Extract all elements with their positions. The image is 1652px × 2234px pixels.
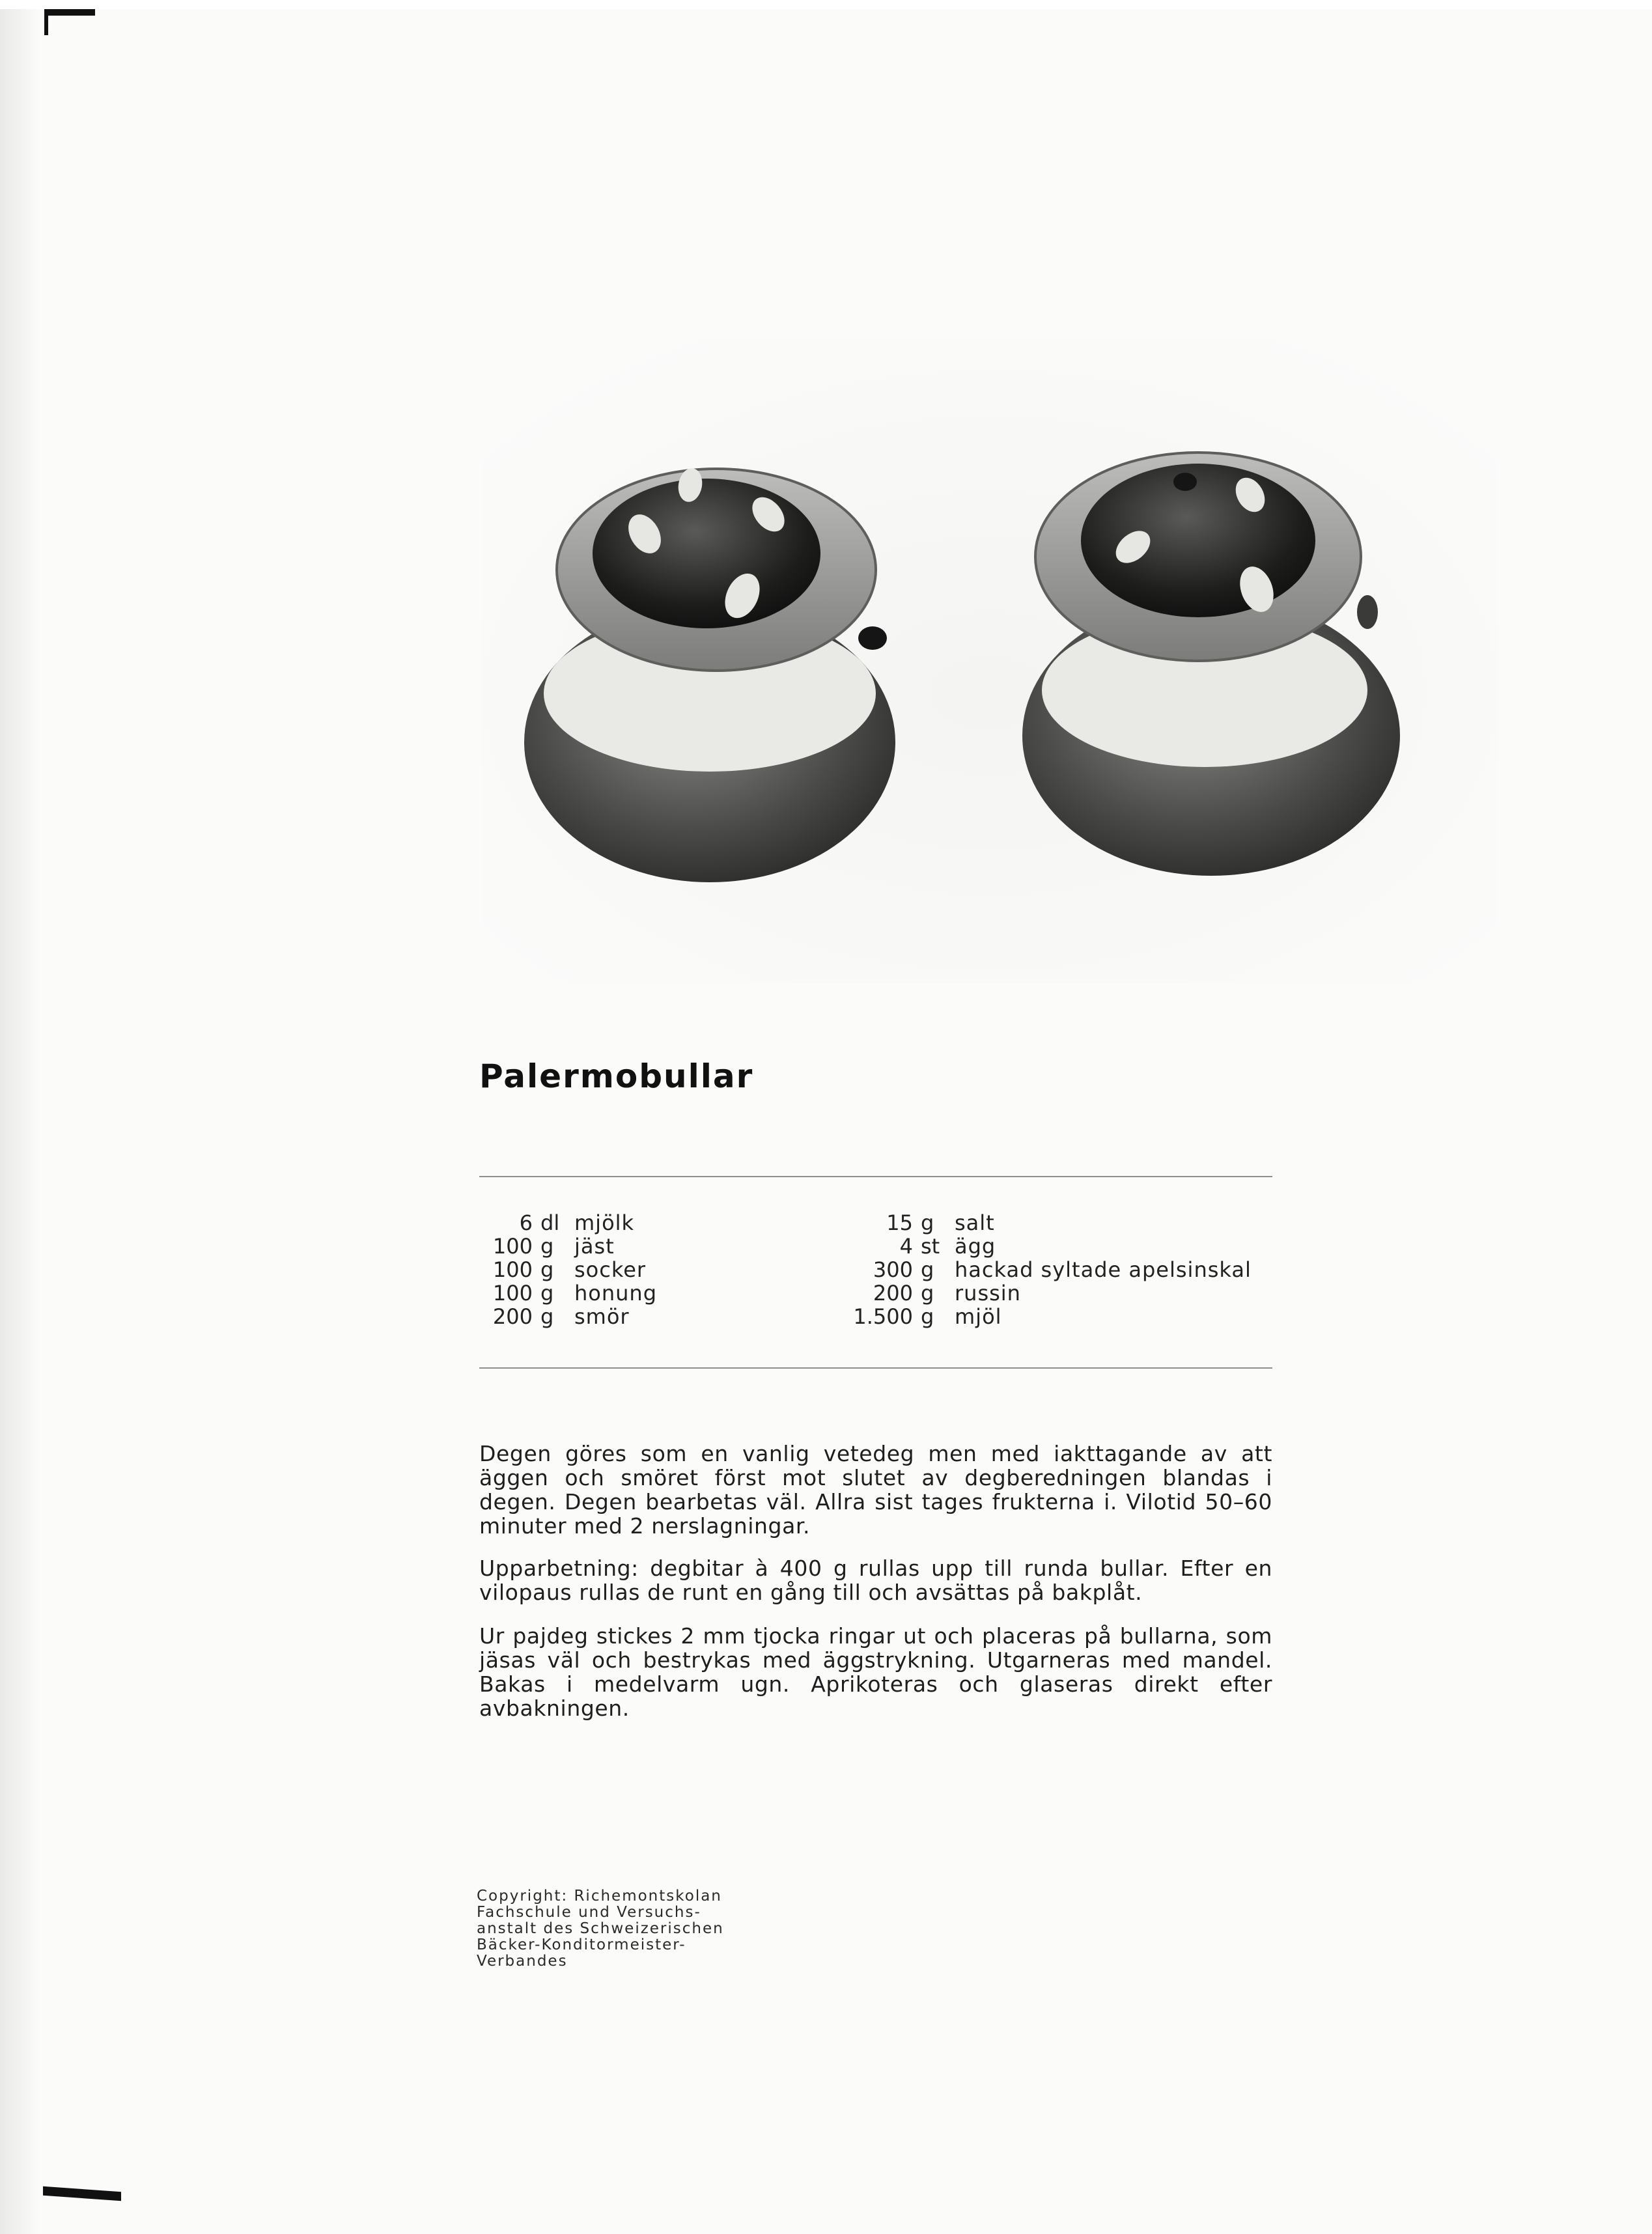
method-paragraph-finishing: Ur pajdeg stickes 2 mm tjocka ringar ut och placeras på bullarna, som jäsas väl och bestrykas med äggstrykning. Utgarneras med mandel. Bakas i medelvarm ugn. Aprikoteras och glaseras direkt efter avbakningen. (479, 1623, 1272, 1721)
ingredient-name: ägg (955, 1234, 996, 1259)
ingredient-qty: 100 (492, 1257, 533, 1282)
ingredient-qty: 4 (899, 1234, 913, 1259)
ingredient-qty: 200 (492, 1304, 533, 1329)
ingredient-name: russin (955, 1281, 1021, 1305)
ingredient-row (479, 1258, 657, 1281)
ingredient-unit: st (921, 1234, 940, 1259)
corner-mark (44, 9, 95, 16)
ingredient-row (479, 1305, 657, 1328)
ingredient-name: mjöl (955, 1304, 1002, 1329)
recipe-title: Palermobullar (479, 1057, 754, 1095)
ingredient-name: honung (574, 1281, 658, 1305)
ingredient-name: salt (955, 1210, 995, 1235)
ingredient-name: mjölk (574, 1210, 635, 1235)
copyright-note (477, 1888, 763, 1970)
ingredient-row (479, 1235, 657, 1258)
page-edge (0, 0, 1652, 9)
corner-mark-vertical (44, 9, 48, 35)
ingredient-name: smör (574, 1304, 630, 1329)
ingredient-unit: g (921, 1210, 934, 1235)
ingredient-name: hackad syltade apelsinskal (955, 1257, 1252, 1282)
left-bun (524, 466, 895, 882)
ingredient-qty: 15 (886, 1210, 913, 1235)
ingredient-name: jäst (574, 1234, 615, 1259)
bottom-corner-mark (43, 2186, 121, 2201)
copyright-line: anstalt des Schweizerischen (477, 1920, 724, 1937)
ingredient-row (840, 1258, 1252, 1281)
ingredient-unit: g (921, 1257, 934, 1282)
copyright-line: Bäcker-Konditormeister- (477, 1936, 686, 1953)
method-paragraph-dough: Degen göres som en vanlig vetedeg men med iakttagande av att äggen och smöret först mot slutet av degberedningen blandas i degen. Degen bearbetas väl. Allra sist tages frukterna i. Vilotid 50–60 minuter med 2 nerslagningar. (479, 1441, 1272, 1539)
ingredient-row (840, 1281, 1252, 1305)
ingredient-unit: g (540, 1281, 554, 1305)
divider-top (479, 1176, 1272, 1177)
page-shadow (0, 0, 39, 2234)
method-paragraph-shaping: Upparbetning: degbitar à 400 g rullas upp till runda bullar. Efter en vilopaus rullas de runt en gång till och avsättas på bakplåt. (479, 1556, 1272, 1605)
ingredient-row (840, 1235, 1252, 1258)
right-bun (1022, 453, 1400, 876)
ingredient-qty: 300 (873, 1257, 913, 1282)
ingredient-row (479, 1211, 657, 1235)
ingredient-qty: 1.500 (853, 1304, 913, 1329)
ingredient-name: socker (574, 1257, 647, 1282)
ingredient-qty: 200 (873, 1281, 913, 1305)
copyright-line: Verbandes (477, 1953, 568, 1970)
buns-photo (482, 339, 1498, 983)
ingredient-qty: 100 (492, 1281, 533, 1305)
ingredient-row (479, 1281, 657, 1305)
ingredient-qty: 6 (519, 1210, 533, 1235)
ingredient-unit: g (540, 1257, 554, 1282)
ingredient-qty: 100 (492, 1234, 533, 1259)
ingredients-right (840, 1211, 1252, 1328)
ingredient-unit: g (540, 1234, 554, 1259)
copyright-line: Copyright: Richemontskolan (477, 1888, 722, 1905)
ingredient-unit: g (540, 1304, 554, 1329)
copyright-line: Fachschule und Versuchs- (477, 1904, 701, 1921)
divider-bottom (479, 1367, 1272, 1369)
ingredient-unit: dl (540, 1210, 560, 1235)
ingredient-unit: g (921, 1304, 934, 1329)
ingredient-unit: g (921, 1281, 934, 1305)
ingredients-left (479, 1211, 657, 1328)
ingredient-row (840, 1211, 1252, 1235)
ingredient-row (840, 1305, 1252, 1328)
